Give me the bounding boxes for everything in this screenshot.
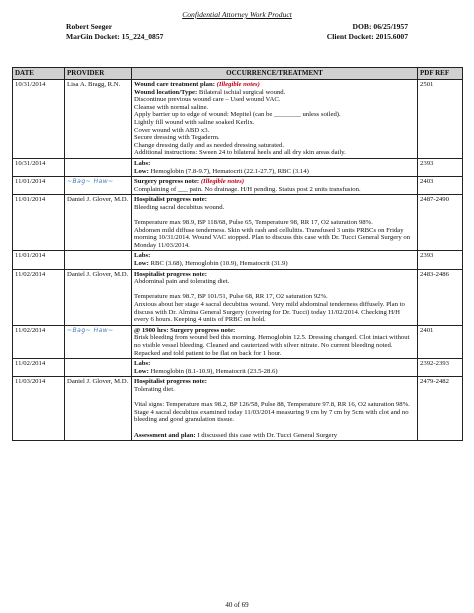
note-text: Additional instructions: Sween 24 to bilateral heels and all dry skin areas daily. [134,149,346,157]
occurrence-cell [132,377,418,441]
pdf-ref-cell: 2479-2482 [418,377,463,441]
occurrence-cell [132,359,418,377]
illegible-flag: (Illegible notes) [200,178,245,186]
column-header-provider: PROVIDER [65,68,132,80]
patient-dob: DOB: 06/25/1957 [352,22,408,31]
note-text: Secure dressing with Tegaderm. [134,134,220,142]
date-cell: 11/02/2014 [13,325,65,358]
note-line [134,386,415,394]
note-line [134,252,415,260]
note-heading: Assessment and plan: [134,431,198,439]
occurrence-cell [132,80,418,159]
note-heading: Labs: [134,159,151,167]
occurrence-cell [132,195,418,251]
table-row [13,325,463,358]
note-line [134,301,415,324]
note-heading: Labs: [134,252,151,260]
note-line [134,134,415,142]
note-line [134,432,415,440]
note-line [134,186,415,194]
note-line [134,260,415,268]
note-text: Bilateral ischial surgical wound. [198,88,286,96]
table-row [13,158,463,176]
note-heading: @ 1900 hrs: Surgery progress note: [134,326,236,334]
pdf-ref-cell: 2487-2490 [418,195,463,251]
table-row [13,251,463,269]
note-line [134,293,415,301]
pdf-ref-cell: 2393 [418,158,463,176]
note-text: Temperature max 98.9, BP 118/68, Pulse 65, Temperature 98, RR 17, O2 saturation 98%. [134,219,373,227]
note-heading: Hospitalist progress note: [134,378,207,386]
note-text: Bleeding sacral decubitus wound. [134,203,225,211]
note-line [134,334,415,357]
note-text: Stage 4 sacral decubitus examined today 11/03/2014 measuring 9 cm by 7 cm by 5cm with clot and no bleeding and good granulation tissue. [134,408,409,424]
paragraph-spacer [134,394,415,402]
note-line [134,81,415,89]
note-text: Apply barrier up to edge of wound: Mepitel (can be ________ unless soiled). [134,111,341,119]
note-line [134,227,415,250]
provider-cell [65,80,132,159]
occurrence-cell [132,177,418,195]
note-line [134,111,415,119]
date-cell: 11/01/2014 [13,177,65,195]
note-line [134,378,415,386]
note-text: Tolerating diet. [134,385,175,393]
date-cell: 11/01/2014 [13,195,65,251]
provider-cell [65,269,132,325]
note-text: Cover wound with ABD x3. [134,126,210,134]
page-number: 40 of 69 [225,601,249,609]
note-heading: Low: [134,367,151,375]
note-line [134,219,415,227]
note-text: Anxious about her stage 4 sacral decubitus wound. Very mild abdominal tenderness diffusely. Plan to discuss with Dr. Almina General Surgery (covering for Dr. Tucci) today 11/02/2014. Checking H/H every 6 hours. Keeping 4 units of PRBC on hold. [134,301,405,324]
note-text: Change dressing daily and as needed dressing saturated. [134,141,285,149]
note-line [134,168,415,176]
note-line [134,104,415,112]
provider-cell [65,158,132,176]
date-cell: 10/31/2014 [13,80,65,159]
occurrence-cell [132,269,418,325]
provider-signature: ~Bag~ Haw~ [67,178,114,186]
occurrence-cell [132,158,418,176]
note-line [134,119,415,127]
note-line [134,327,415,335]
date-cell: 10/31/2014 [13,158,65,176]
column-header-pdf-ref: PDF REF [418,68,463,80]
date-cell: 11/03/2014 [13,377,65,441]
occurrence-cell [132,325,418,358]
table-row [13,195,463,251]
note-text: Discontinue previous wound care – Used wound VAC. [134,96,281,104]
table-row [13,80,463,159]
date-cell: 11/02/2014 [13,269,65,325]
provider-cell [65,325,132,358]
provider-name: Daniel J. Glover, M.D. [67,270,129,278]
paragraph-spacer [134,212,415,220]
note-line [134,204,415,212]
paragraph-spacer [134,424,415,432]
occurrence-cell [132,251,418,269]
provider-cell [65,377,132,441]
patient-name: Robert Seeger [66,22,113,31]
paragraph-spacer [134,286,415,294]
pdf-ref-cell: 2401 [418,325,463,358]
note-heading: Low: [134,260,151,268]
note-heading: Surgery progress note: [134,178,201,186]
note-heading: Wound care treatment plan: [134,81,217,88]
note-line [134,401,415,409]
note-text: Hemoglobin (8.1-10.9), Hematocrit (23.5-28.6) [150,367,278,375]
date-cell: 11/01/2014 [13,251,65,269]
note-heading: Low: [134,167,151,175]
note-text: I discussed this case with Dr. Tucci General Surgery [197,431,338,439]
note-heading: Wound location/Type: [134,88,199,96]
note-text: Lightly fill wound with saline soaked Kerlix. [134,118,255,126]
note-text: Temperature max 98.7, BP 101/51, Pulse 68, RR 17, O2 saturation 92%. [134,293,328,301]
table-header-row [13,68,463,80]
client-docket: Client Docket: 2015.6007 [326,32,408,41]
margin-docket: MarGin Docket: 15_224_0857 [66,32,164,41]
note-line [134,360,415,368]
provider-cell [65,195,132,251]
note-text: Cleanse with normal saline. [134,103,209,111]
medical-chronology-table [12,67,463,441]
note-line [134,368,415,376]
pdf-ref-cell: 2501 [418,80,463,159]
note-text: RBC (3.68), Hemoglobin (10.9), Hematocrit (31.9) [150,260,288,268]
table-row [13,269,463,325]
note-line [134,160,415,168]
provider-name: Daniel J. Glover, M.D. [67,196,129,204]
document-title: Confidential Attorney Work Product [182,10,292,19]
provider-cell [65,251,132,269]
note-line [134,271,415,279]
note-heading: Labs: [134,360,151,368]
provider-signature: ~Bag~ Haw~ [67,326,114,334]
note-line [134,89,415,97]
pdf-ref-cell: 2392-2393 [418,359,463,377]
provider-cell [65,177,132,195]
pdf-ref-cell: 2393 [418,251,463,269]
column-header-date: DATE [13,68,65,80]
table-body [13,80,463,441]
note-text: Brisk bleeding from wound bed this morning. Hemoglobin 12.5. Dressing changed. Clot intact without no visible vessel bleeding. Cleaned and cauterized with silver nitrate. No current bleeding noted. Repacked and told patient to be flat on back for 1 hour. [134,334,410,357]
pdf-ref-cell: 2403 [418,177,463,195]
table-row [13,377,463,441]
note-line [134,196,415,204]
note-line [134,149,415,157]
note-heading: Hospitalist progress note: [134,270,207,278]
table-row [13,359,463,377]
note-text: Vital signs: Temperature max 98.2, BP 126/58, Pulse 88, Temperature 97.8, RR 16, O2 saturation 98%. [134,401,410,409]
date-cell: 11/02/2014 [13,359,65,377]
table-row [13,177,463,195]
illegible-flag: (Illegible notes) [216,81,260,88]
note-line [134,96,415,104]
note-line [134,127,415,135]
pdf-ref-cell: 2483-2486 [418,269,463,325]
note-line [134,178,415,186]
note-line [134,409,415,424]
provider-name: Daniel J. Glover, M.D. [67,378,129,386]
note-text: Abdomen mild diffuse tenderness. Skin with rash and cellulitis. Transfused 3 units PRBCs on Friday morning 10/31/2014. Wound VAC stopped. Plan to discuss this case with Dr. Tucci General Surgery on Monday 11/03/2014. [134,226,411,249]
note-heading: Hospitalist progress note: [134,196,207,204]
provider-name: Lisa A. Bragg, R.N. [67,81,121,88]
column-header-occurrence: OCCURRENCE/TREATMENT [132,68,418,80]
note-text: Hemoglobin (7.8-9.7), Hematocrit (22.1-27.7), RBC (3.14) [150,167,309,175]
note-line [134,278,415,286]
note-text: Complaining of ___ pain. No drainage. H/H pending. Status post 2 units transfusion. [134,185,361,193]
note-line [134,142,415,150]
note-text: Abdominal pain and tolerating diet. [134,278,230,286]
provider-cell [65,359,132,377]
